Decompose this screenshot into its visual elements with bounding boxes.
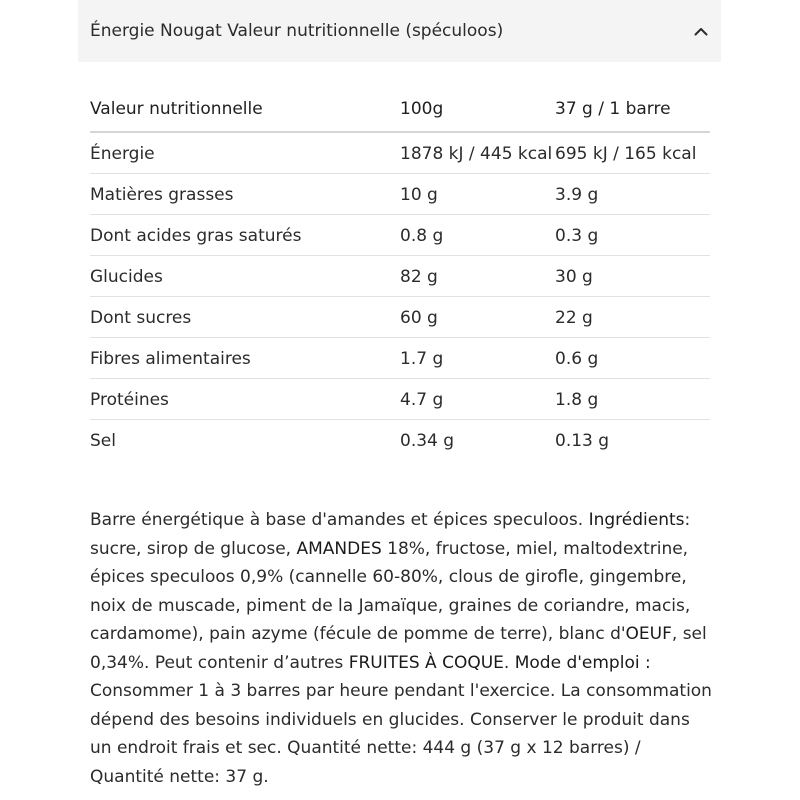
table-row: [90, 215, 710, 256]
header-per-100g: 100g: [400, 90, 555, 132]
chevron-up-icon[interactable]: [693, 23, 709, 39]
value-per-bar: 30 g: [555, 256, 710, 297]
allergen-fruites: FRUITES À COQUE: [348, 652, 504, 673]
value-per-bar: 0.6 g: [555, 338, 710, 379]
value-per-bar: 0.3 g: [555, 215, 710, 256]
usage-label: Mode d'emploi :: [514, 652, 651, 673]
nutrient-name: Dont acides gras saturés: [90, 215, 400, 256]
ingredients-text: , sel 0,34%. Peut contenir d’autres: [90, 624, 707, 673]
table-row: [90, 174, 710, 215]
ingredients-label: Ingrédients: [588, 510, 685, 530]
usage-text: Consommer 1 à 3 barres par heure pendant l'exercice. La consommation dépend des besoins individuels en glucides. Conserver le produit dans un endroit frais et sec. Quantité nette: 444 g (37 g x 12 barres) / Quantité nette: 37 g.: [90, 681, 712, 787]
value-100g: 10 g: [400, 174, 555, 215]
value-per-bar: 1.8 g: [555, 379, 710, 420]
header-nutrient: Valeur nutritionnelle: [90, 90, 400, 132]
nutrient-name: Glucides: [90, 256, 400, 297]
accordion-header[interactable]: [78, 0, 721, 62]
value-per-bar: 695 kJ / 165 kcal: [555, 132, 710, 174]
value-100g: 60 g: [400, 297, 555, 338]
table-row: [90, 256, 710, 297]
ingredients-text: : sucre, sirop de glucose,: [90, 510, 691, 559]
table-row: [90, 132, 710, 174]
description-text: .: [503, 652, 515, 673]
table-header-row: [90, 90, 710, 132]
accordion-title: Énergie Nougat Valeur nutritionnelle (spéculoos): [90, 21, 504, 41]
value-100g: 0.8 g: [400, 215, 555, 256]
nutrient-name: Matières grasses: [90, 174, 400, 215]
table-row: [90, 379, 710, 420]
value-100g: 4.7 g: [400, 379, 555, 420]
allergen-oeuf: OEUF: [625, 624, 672, 644]
value-100g: 0.34 g: [400, 431, 455, 451]
description-intro: Barre énergétique à base d'amandes et épices speculoos.: [90, 510, 589, 530]
nutrient-name: Dont sucres: [90, 297, 400, 338]
value-per-bar: 3.9 g: [555, 174, 710, 215]
table-row: [90, 338, 710, 379]
table-row: [90, 420, 710, 461]
value-100g: 1878 kJ / 445 kcal: [400, 132, 555, 174]
nutrient-name: Protéines: [90, 379, 400, 420]
product-description: [90, 506, 715, 791]
allergen-amandes: AMANDES: [296, 538, 382, 559]
value-100g: 1.7 g: [400, 338, 555, 379]
nutrition-table: [90, 90, 710, 460]
value-per-bar: 22 g: [555, 297, 710, 338]
ingredients-text: 18%, fructose, miel, maltodextrine, épices speculoos 0,9% (cannelle 60-80%, clous de girofle, gingembre, noix de muscade, piment de la Jamaïque, graines de coriandre, macis, cardamome), pain azyme (fécule de pomme de terre), blanc d': [90, 538, 691, 644]
table-row: [90, 297, 710, 338]
header-per-bar: 37 g / 1 barre: [555, 90, 710, 132]
value-per-bar: 0.13 g: [555, 431, 610, 451]
nutrient-name: Fibres alimentaires: [90, 338, 400, 379]
value-100g: 82 g: [400, 256, 555, 297]
nutrient-name: Sel: [90, 431, 116, 451]
nutrient-name: Énergie: [90, 132, 400, 174]
